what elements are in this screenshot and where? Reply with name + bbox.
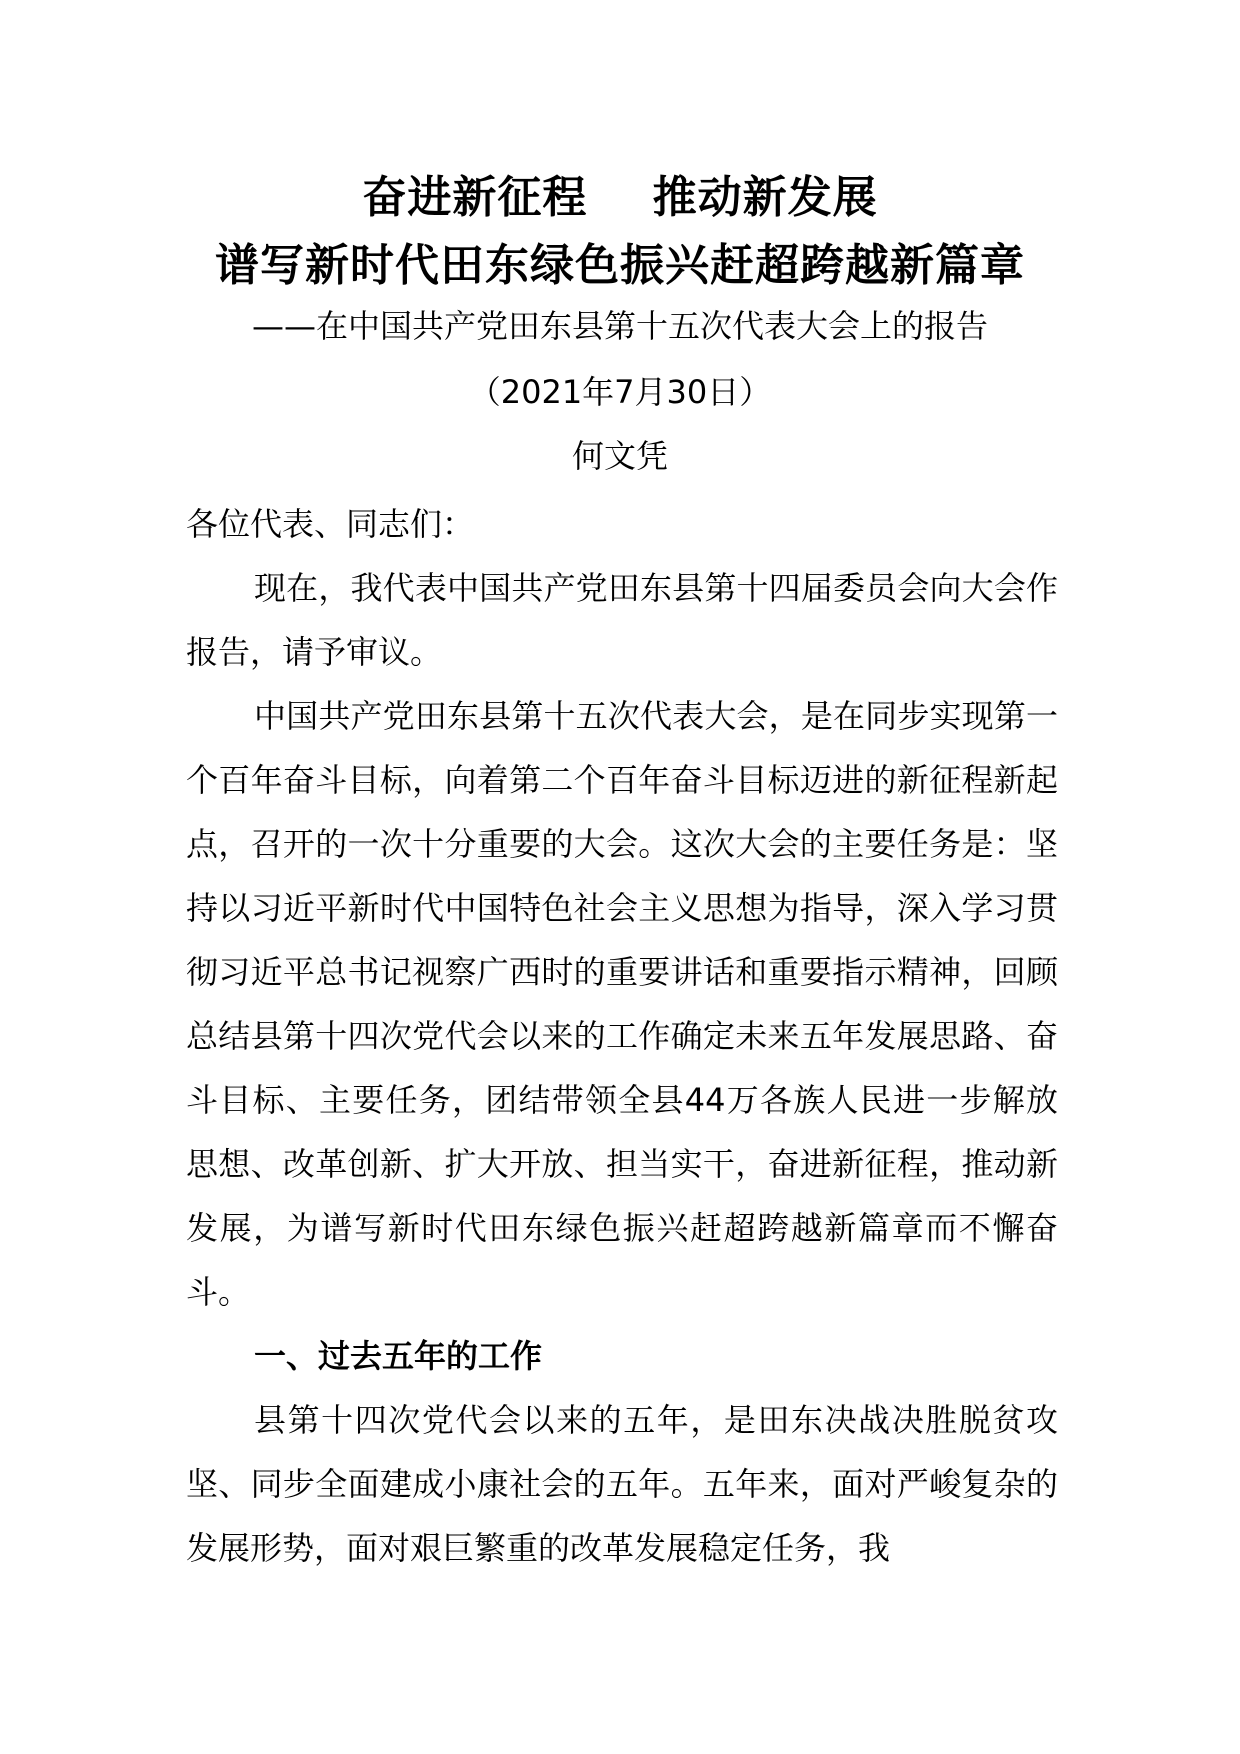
- document-body: [186, 492, 1058, 1580]
- document-title-line-1: 奋进新征程 推动新发展: [362, 172, 878, 223]
- document-date: （2021年7月30日）: [468, 373, 772, 411]
- section-heading: 一、过去五年的工作: [254, 1337, 543, 1375]
- document-author: 何文凭: [571, 437, 668, 475]
- section-paragraph: 县第十四次党代会以来的五年，是田东决战决胜脱贫攻坚、同步全面建成小康社会的五年。五年来，面对严峻复杂的发展形势，面对艰巨繁重的改革发展稳定任务，我: [186, 1401, 1058, 1567]
- paragraph-congress: 中国共产党田东县第十五次代表大会，是在同步实现第一个百年奋斗目标，向着第二个百年奋斗目标迈进的新征程新起点，召开的一次十分重要的大会。这次大会的主要任务是：坚持以习近平新时代中国特色社会主义思想为指导，深入学习贯彻习近平总书记视察广西时的重要讲话和重要指示精神，回顾总结县第十四次党代会以来的工作确定未来五年发展思路、奋斗目标、主要任务，团结带领全县44万各族人民进一步解放思想、改革创新、扩大开放、担当实干，奋进新征程，推动新发展，为谱写新时代田东绿色振兴赶超跨越新篇章而不懈奋斗。: [186, 697, 1058, 1311]
- document-subtitle: ——在中国共产党田东县第十五次代表大会上的报告: [251, 307, 988, 345]
- salutation: 各位代表、同志们：: [186, 505, 475, 543]
- paragraph-intro: 现在，我代表中国共产党田东县第十四届委员会向大会作报告，请予审议。: [186, 569, 1058, 671]
- document-title-line-2: 谱写新时代田东绿色振兴赶超跨越新篇章: [215, 240, 1025, 291]
